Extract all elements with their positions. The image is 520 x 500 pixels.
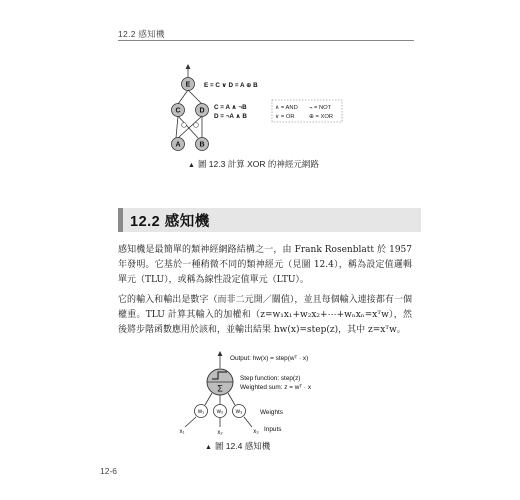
figure-12-3-caption-text: 圖 12.3 計算 XOR 的神經元網路 xyxy=(197,159,319,169)
input-label-2: x₂ xyxy=(217,430,223,436)
weight-label-3: w₃ xyxy=(235,409,243,415)
input-label-1: x₁ xyxy=(179,429,185,435)
weight-label-1: w₁ xyxy=(197,409,205,415)
figure-12-3-caption xyxy=(188,158,319,170)
node-a-label: A xyxy=(175,141,181,149)
not-mark-2 xyxy=(194,123,199,128)
figure-12-4-caption-text: 圖 12.4 感知機 xyxy=(214,441,271,451)
output-arrow-icon xyxy=(218,351,223,356)
caption-triangle-icon: ▲ xyxy=(205,444,212,451)
edge-e-d xyxy=(188,90,202,104)
equation-e: E = C ∨ D = A ⊕ B xyxy=(204,82,258,89)
equation-d: D = ¬A ∧ B xyxy=(214,113,247,120)
legend-xor: ⊕ = XOR xyxy=(309,114,334,120)
weighted-sum-label: Weighted sum: z = wᵀ · x xyxy=(240,384,312,391)
page-number: 12-6 xyxy=(100,466,118,476)
figure-12-4-caption xyxy=(205,440,270,452)
legend-not: ¬ = NOT xyxy=(309,105,332,111)
edge-e-c xyxy=(178,90,188,104)
perceptron-figure xyxy=(160,348,372,436)
weights-label: Weights xyxy=(260,409,283,416)
caption-triangle-icon: ▲ xyxy=(188,162,195,169)
equation-c: C = A ∧ ¬B xyxy=(214,104,247,111)
input-label-3: x₃ xyxy=(253,429,259,435)
edge-d-a xyxy=(178,116,202,138)
section-heading-text: 12.2 感知機 xyxy=(130,213,210,230)
inputs-label: Inputs xyxy=(264,426,282,433)
not-mark-1 xyxy=(182,123,187,128)
output-label: Output: hw(x) = step(wᵀ · x) xyxy=(230,355,309,362)
sigma-symbol: Σ xyxy=(217,383,223,394)
step-function-label: Step function: step(z) xyxy=(240,375,301,382)
running-header: 12.2 感知機 xyxy=(118,29,165,39)
node-c-label: C xyxy=(175,107,181,115)
paragraph-1: 感知機是最簡單的類神經網路結構之一，由 Frank Rosenblatt 於 1957 年發明。它基於一種稍微不同的類神經元（見圖 12.4），稱為設定值邏輯單元（TLU），或稱為線性設定值單元（LTU）。 xyxy=(118,245,412,285)
node-b-label: B xyxy=(199,141,205,149)
node-e-label: E xyxy=(185,81,191,89)
header-rule xyxy=(118,40,414,41)
legend-and: ∧ = AND xyxy=(275,105,298,111)
edge-c-a1 xyxy=(176,116,178,138)
xor-network-figure xyxy=(168,62,368,154)
legend-or: ∨ = OR xyxy=(275,114,295,120)
section-heading xyxy=(118,208,421,232)
node-d-label: D xyxy=(199,107,205,115)
paragraph-2: 它的輸入和輸出是數字（而非二元開／關值），並且每個輸入連接都有一個權重。TLU 計算其輸入的加權和（z=w₁x₁+w₂x₂+⋯+wₙxₙ=xᵀw），然後將步階函數應用於該和，並輸出結果 hw(x)=step(z)，其中 z=xᵀw。 xyxy=(118,295,412,335)
weight-label-2: w₂ xyxy=(216,409,224,415)
